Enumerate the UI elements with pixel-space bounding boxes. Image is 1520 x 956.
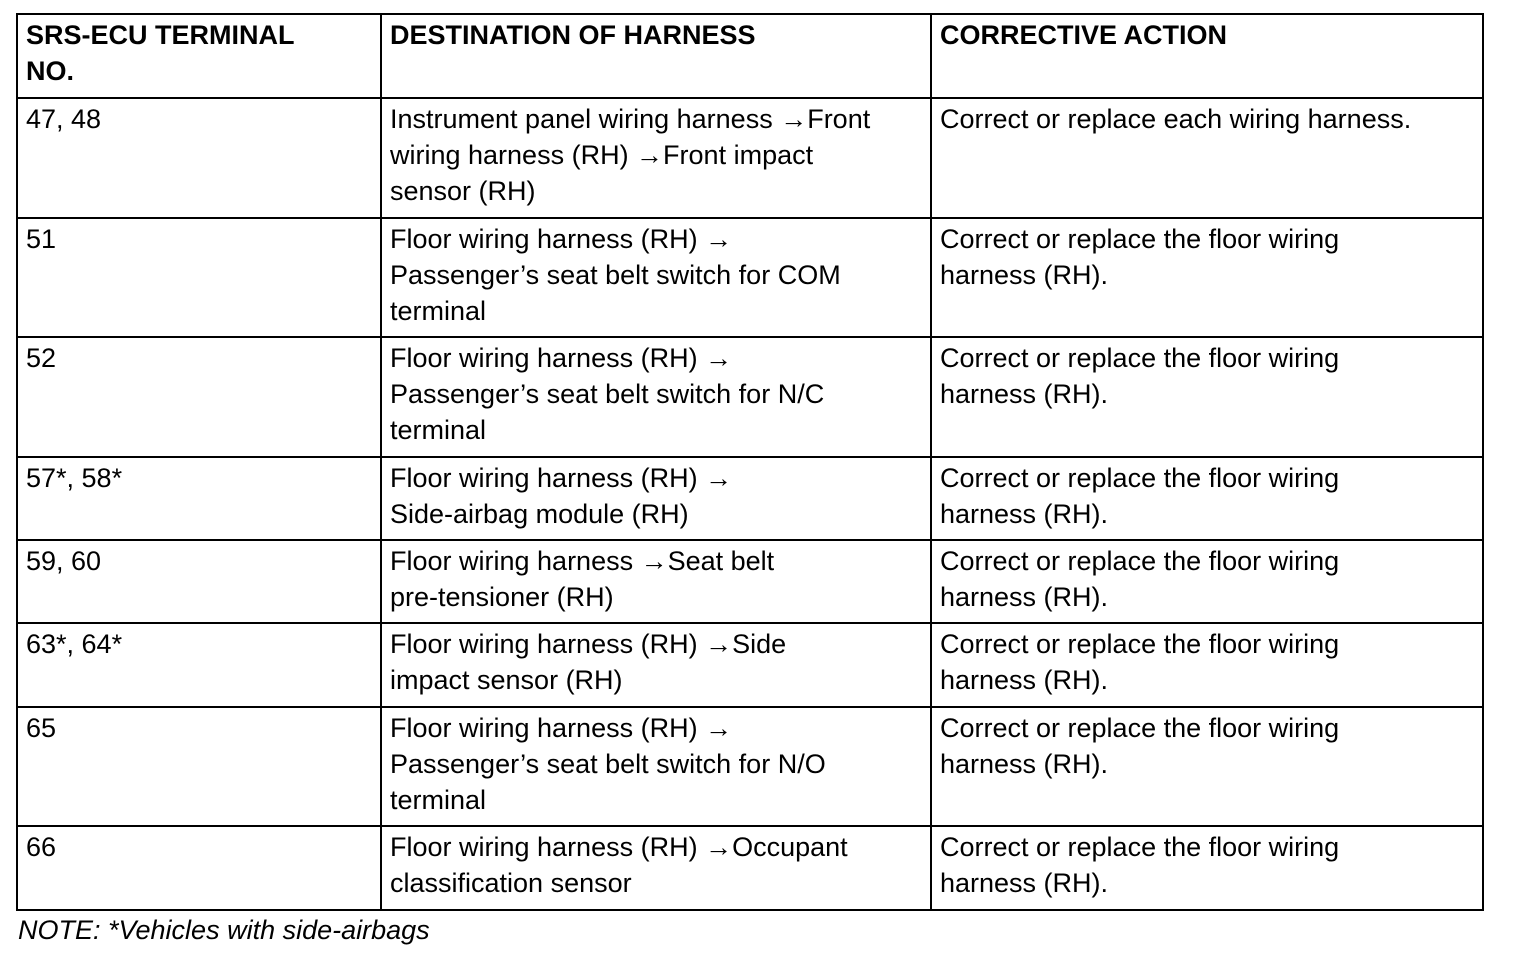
footnote: NOTE: *Vehicles with side-airbags: [18, 915, 430, 945]
action-cell: Correct or replace the floor wiring harness (RH).: [931, 540, 1483, 623]
table-row: [17, 623, 1483, 707]
destination-cell: Floor wiring harness (RH) → Passenger’s seat belt switch for N/C terminal: [381, 337, 931, 457]
destination-cell: Floor wiring harness (RH) →Side impact sensor (RH): [381, 623, 931, 707]
destination-cell: Floor wiring harness (RH) → Passenger’s seat belt switch for N/O terminal: [381, 707, 931, 826]
harness-table: [16, 13, 1484, 911]
action-cell: Correct or replace the floor wiring harness (RH).: [931, 337, 1483, 457]
table-row: [17, 98, 1483, 218]
destination-cell: Floor wiring harness (RH) →Occupant classification sensor: [381, 826, 931, 910]
action-cell: Correct or replace the floor wiring harness (RH).: [931, 707, 1483, 826]
terminal-cell: 47, 48: [17, 98, 381, 218]
action-cell: Correct or replace each wiring harness.: [931, 98, 1483, 218]
table-row: [17, 337, 1483, 457]
terminal-cell: 57*, 58*: [17, 457, 381, 540]
destination-cell: Floor wiring harness →Seat belt pre-tensioner (RH): [381, 540, 931, 623]
destination-cell: Floor wiring harness (RH) → Side-airbag module (RH): [381, 457, 931, 540]
header-action: CORRECTIVE ACTION: [931, 14, 1483, 98]
destination-cell: Instrument panel wiring harness →Front wiring harness (RH) →Front impact sensor (RH): [381, 98, 931, 218]
terminal-cell: 59, 60: [17, 540, 381, 623]
action-cell: Correct or replace the floor wiring harness (RH).: [931, 623, 1483, 707]
terminal-cell: 66: [17, 826, 381, 910]
table-row: [17, 457, 1483, 540]
table-row: [17, 826, 1483, 910]
action-cell: Correct or replace the floor wiring harness (RH).: [931, 826, 1483, 910]
action-cell: Correct or replace the floor wiring harness (RH).: [931, 457, 1483, 540]
header-terminal: SRS-ECU TERMINAL NO.: [17, 14, 381, 98]
terminal-cell: 51: [17, 218, 381, 337]
header-row: [17, 14, 1483, 98]
table-row: [17, 707, 1483, 826]
destination-cell: Floor wiring harness (RH) → Passenger’s seat belt switch for COM terminal: [381, 218, 931, 337]
terminal-cell: 63*, 64*: [17, 623, 381, 707]
action-cell: Correct or replace the floor wiring harness (RH).: [931, 218, 1483, 337]
terminal-cell: 52: [17, 337, 381, 457]
table-row: [17, 540, 1483, 623]
terminal-cell: 65: [17, 707, 381, 826]
header-destination: DESTINATION OF HARNESS: [381, 14, 931, 98]
table-row: [17, 218, 1483, 337]
